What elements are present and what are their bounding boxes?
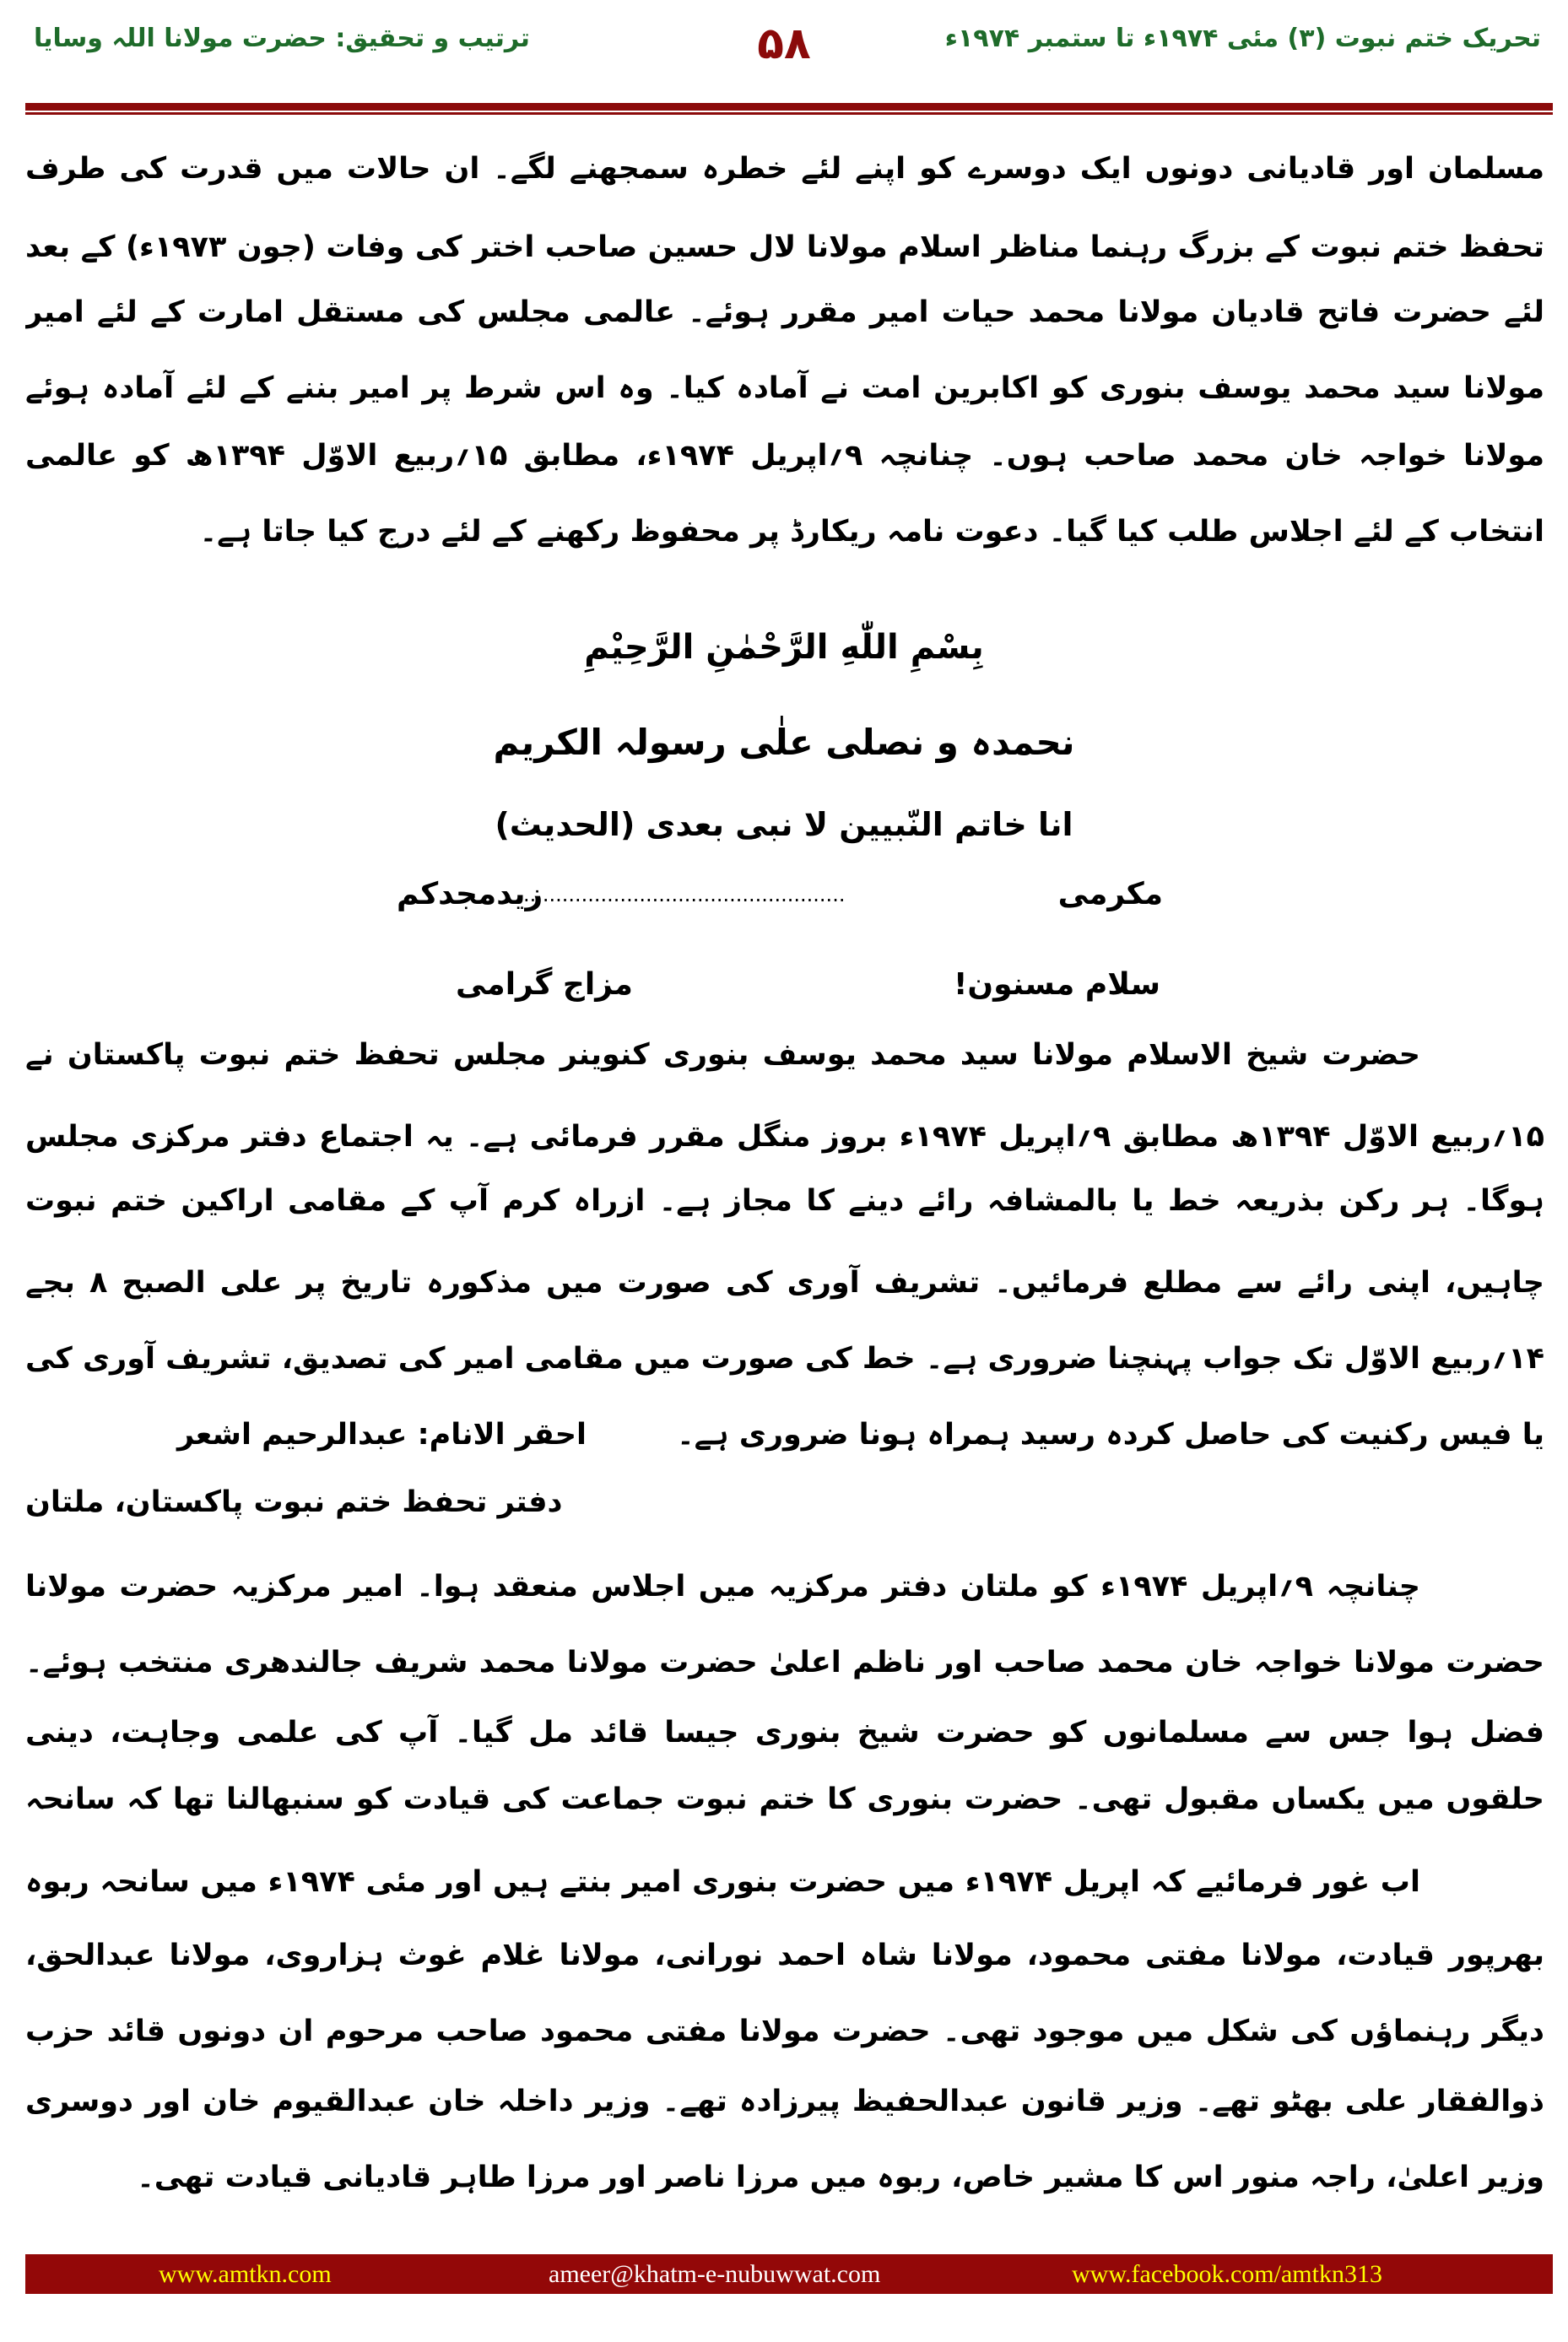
text-line: فضل ہوا جس سے مسلمانوں کو حضرت شیخ بنوری جیسا قائد مل گیا۔ آپ کی علمی وجاہت، دینی bbox=[25, 1716, 1544, 1750]
text-line: مولانا سید محمد یوسف بنوری کو اکابرین امت نے آمادہ کیا۔ وہ اس شرط پر امیر بننے کے لئے آمادہ ہوئے bbox=[25, 371, 1544, 405]
text-line: حضرت شیخ الاسلام مولانا سید محمد یوسف بنوری کنوینر مجلس تحفظ ختم نبوت پاکستان نے bbox=[25, 1038, 1420, 1072]
text-line: بھرپور قیادت، مولانا مفتی محمود، مولانا شاہ احمد نورانی، مولانا غلام غوث ہزاروی، مولانا عبدالحق، bbox=[25, 1939, 1544, 1972]
signature: احقر الانام: عبدالرحیم اشعر bbox=[177, 1418, 587, 1452]
hadith-line: انا خاتم النّبیین لا نبی بعدی (الحدیث) bbox=[495, 806, 1073, 843]
header-rule-thick bbox=[25, 103, 1553, 111]
text-line: ۱۵؍ربیع الاوّل ۱۳۹۴ھ مطابق ۹؍اپریل ۱۹۷۴ء بروز منگل مقرر فرمائی ہے۔ یہ اجتماع دفتر مرکزی مجلس bbox=[25, 1120, 1544, 1154]
text-line: انتخاب کے لئے اجلاس طلب کیا گیا۔ دعوت نامہ ریکارڈ پر محفوظ رکھنے کے لئے درج کیا جاتا ہے۔ bbox=[199, 515, 1544, 549]
text-line: اب غور فرمائیے کہ اپریل ۱۹۷۴ء میں حضرت بنوری امیر بنتے ہیں اور مئی ۱۹۷۴ء میں سانحہ ربوہ bbox=[25, 1865, 1420, 1899]
office-address: دفتر تحفظ ختم نبوت پاکستان، ملتان bbox=[25, 1485, 563, 1519]
website-link[interactable]: www.amtkn.com bbox=[159, 2260, 332, 2288]
greeting: سلام مسنون! bbox=[954, 967, 1160, 1002]
text-line: ذوالفقار علی بھٹو تھے۔ وزیر قانون عبدالحفیظ پیرزادہ تھے۔ وزیر داخلہ خان عبدالقیوم خان اور دوسری bbox=[25, 2085, 1544, 2118]
bismillah: بِسْمِ اللّٰهِ الرَّحْمٰنِ الرَّحِيْمِ bbox=[584, 628, 984, 667]
text-line: وزیر اعلیٰ، راجہ منور اس کا مشیر خاص، ربوہ میں مرزا ناصر اور مرزا طاہر قادیانی قیادت تھی۔ bbox=[137, 2161, 1544, 2194]
text-line: لئے حضرت فاتح قادیان مولانا محمد حیات امیر مقرر ہوئے۔ عالمی مجلس کی مستقل امارت کے لئے امیر bbox=[25, 295, 1544, 329]
greeting-2: مزاج گرامی bbox=[456, 967, 633, 1002]
page-number: ۵۸ bbox=[757, 19, 811, 69]
header-rule-thin bbox=[25, 112, 1553, 115]
text-line: حضرت مولانا خواجہ خان محمد صاحب اور ناظم اعلیٰ حضرت مولانا محمد شریف جالندھری منتخب ہوئے۔ bbox=[25, 1646, 1544, 1679]
hamd-line: نحمدہ و نصلی علٰی رسولہ الکریم bbox=[493, 722, 1075, 763]
series-title: تحریک ختم نبوت (۳) مئی ۱۹۷۴ء تا ستمبر ۱۹۷۴ء bbox=[944, 24, 1541, 53]
text-line: ہوگا۔ ہر رکن بذریعہ خط یا بالمشافہ رائے دینے کا مجاز ہے۔ ازراہ کرم آپ کے مقامی اراکین ختم نبوت bbox=[25, 1184, 1544, 1218]
facebook-link[interactable]: www.facebook.com/amtkn313 bbox=[1072, 2260, 1382, 2288]
text-line: چنانچہ ۹؍اپریل ۱۹۷۴ء کو ملتان دفتر مرکزیہ میں اجلاس منعقد ہوا۔ امیر مرکزیہ حضرت مولانا bbox=[25, 1570, 1420, 1604]
compiler-credit: ترتیب و تحقیق: حضرت مولانا اللہ وسایا bbox=[34, 24, 530, 53]
text-line: تحفظ ختم نبوت کے بزرگ رہنما مناظر اسلام مولانا لال حسین صاحب اختر کی وفات (جون ۱۹۷۳ء) کے بعد bbox=[25, 230, 1544, 264]
text-line: مولانا خواجہ خان محمد صاحب ہوں۔ چنانچہ ۹؍اپریل ۱۹۷۴ء، مطابق ۱۵؍ربیع الاوّل ۱۳۹۴ھ کو عالمی bbox=[25, 439, 1544, 473]
text-line: یا فیس رکنیت کی حاصل کردہ رسید ہمراہ ہونا ضروری ہے۔ bbox=[677, 1418, 1544, 1452]
text-line: چاہیں، اپنی رائے سے مطلع فرمائیں۔ تشریف آوری کی صورت میں مذکورہ تاریخ پر علی الصبح ۸ بجے bbox=[25, 1266, 1544, 1300]
text-line: حلقوں میں یکساں مقبول تھی۔ حضرت بنوری کا ختم نبوت جماعت کی قیادت کو سنبھالنا تھا کہ سانحہ bbox=[25, 1782, 1544, 1816]
email-link[interactable]: ameer@khatm-e-nubuwwat.com bbox=[549, 2260, 881, 2288]
footer-bar bbox=[25, 2254, 1553, 2294]
text-line: ۱۴؍ربیع الاوّل تک جواب پہنچنا ضروری ہے۔ خط کی صورت میں مقامی امیر کی تصدیق، تشریف آوری کی bbox=[25, 1342, 1544, 1376]
text-line: مسلمان اور قادیانی دونوں ایک دوسرے کو اپنے لئے خطرہ سمجھنے لگے۔ ان حالات میں قدرت کی طرف bbox=[25, 152, 1544, 186]
text-line: دیگر رہنماؤں کی شکل میں موجود تھی۔ حضرت مولانا مفتی محمود صاحب مرحوم ان دونوں قائد حزب bbox=[25, 2015, 1544, 2048]
name-blank: .................................................. bbox=[523, 883, 846, 906]
salutation: مکرمی bbox=[1057, 877, 1163, 911]
honorific: زیدمجدکم bbox=[397, 877, 543, 911]
